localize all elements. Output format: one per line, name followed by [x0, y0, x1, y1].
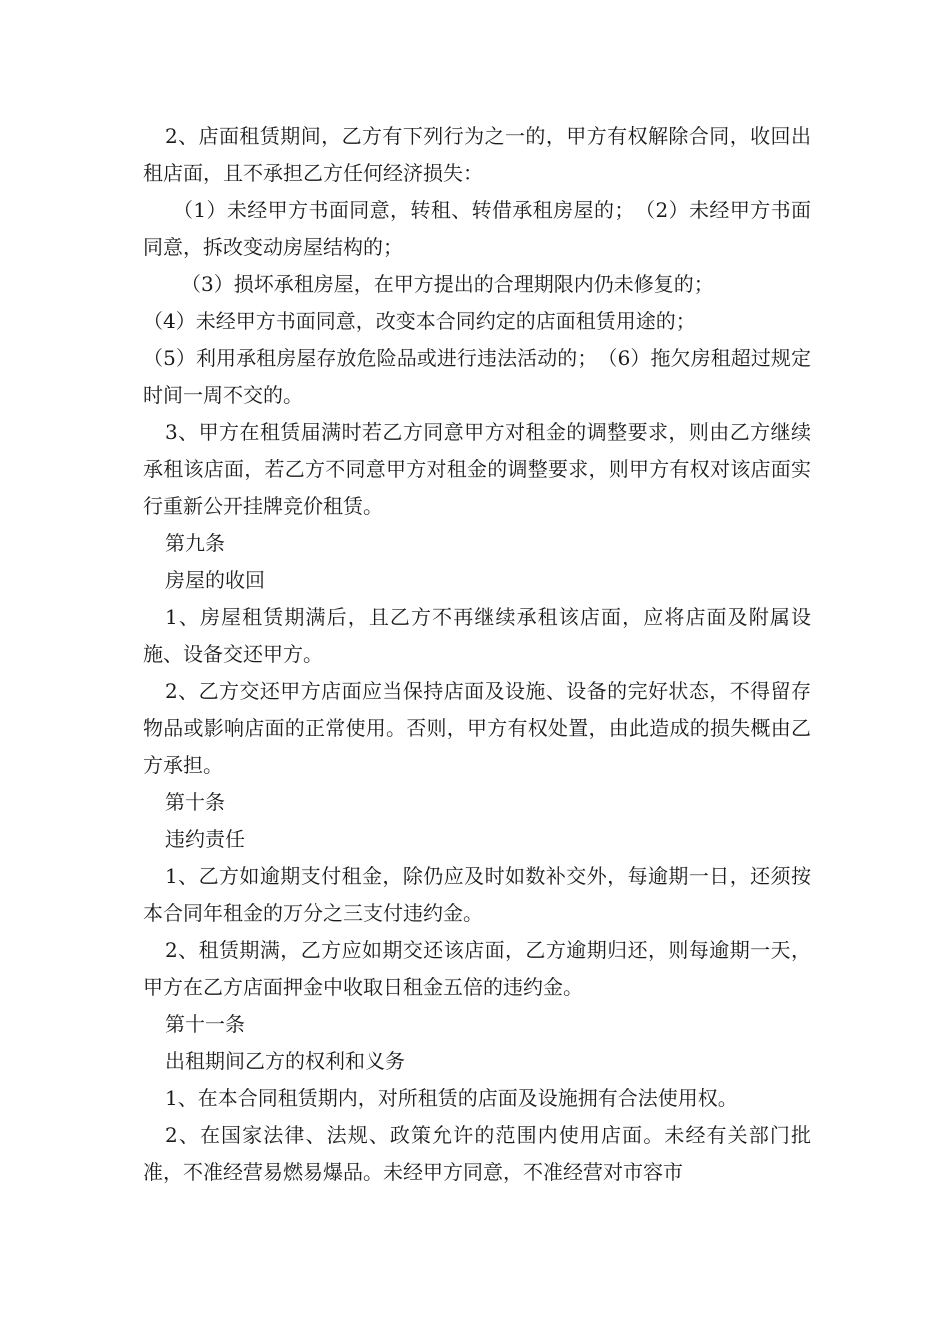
article-title: 出租期间乙方的权利和义务 [165, 1049, 405, 1073]
article-title: 房屋的收回 [165, 568, 265, 592]
clause-paragraph: （5）利用承租房屋存放危险品或进行违法活动的； （6）拖欠房租超过规定时间一周不交的。 [143, 346, 811, 407]
article-number: 第十条 [165, 790, 225, 814]
clause-paragraph: 2、在国家法律、法规、政策允许的范围内使用店面。未经有关部门批准，不准经营易燃易爆品。未经甲方同意，不准经营对市容市 [143, 1123, 811, 1184]
clause-paragraph: （4）未经甲方书面同意，改变本合同约定的店面租赁用途的； [143, 309, 696, 333]
article-title: 违约责任 [165, 827, 245, 851]
clause-paragraph: 2、乙方交还甲方店面应当保持店面及设施、设备的完好状态，不得留存物品或影响店面的正常使用。否则，甲方有权处置，由此造成的损失概由乙方承担。 [143, 679, 811, 777]
article-number: 第九条 [165, 531, 225, 555]
clause-paragraph: 1、在本合同租赁期内，对所租赁的店面及设施拥有合法使用权。 [165, 1086, 738, 1110]
article-number: 第十一条 [165, 1012, 245, 1036]
clause-paragraph: 2、租赁期满，乙方应如期交还该店面，乙方逾期归还，则每逾期一天，甲方在乙方店面押金中收取日租金五倍的违约金。 [143, 938, 811, 999]
clause-paragraph: （3）损坏承租房屋，在甲方提出的合理期限内仍未修复的； [181, 272, 714, 296]
clause-paragraph: （1）未经甲方书面同意，转租、转借承租房屋的； （2）未经甲方书面同意，拆改变动房屋结构的； [143, 198, 811, 259]
clause-paragraph: 1、乙方如逾期支付租金，除仍应及时如数补交外，每逾期一日，还须按本合同年租金的万分之三支付违约金。 [143, 864, 811, 925]
clause-paragraph: 2、店面租赁期间，乙方有下列行为之一的，甲方有权解除合同，收回出租店面，且不承担乙方任何经济损失： [143, 124, 811, 185]
clause-paragraph: 1、房屋租赁期满后，且乙方不再继续承租该店面，应将店面及附属设施、设备交还甲方。 [143, 605, 811, 666]
clause-paragraph: 3、甲方在租赁届满时若乙方同意甲方对租金的调整要求，则由乙方继续承租该店面，若乙方不同意甲方对租金的调整要求，则甲方有权对该店面实行重新公开挂牌竞价租赁。 [143, 420, 811, 518]
document-body [143, 118, 811, 1191]
